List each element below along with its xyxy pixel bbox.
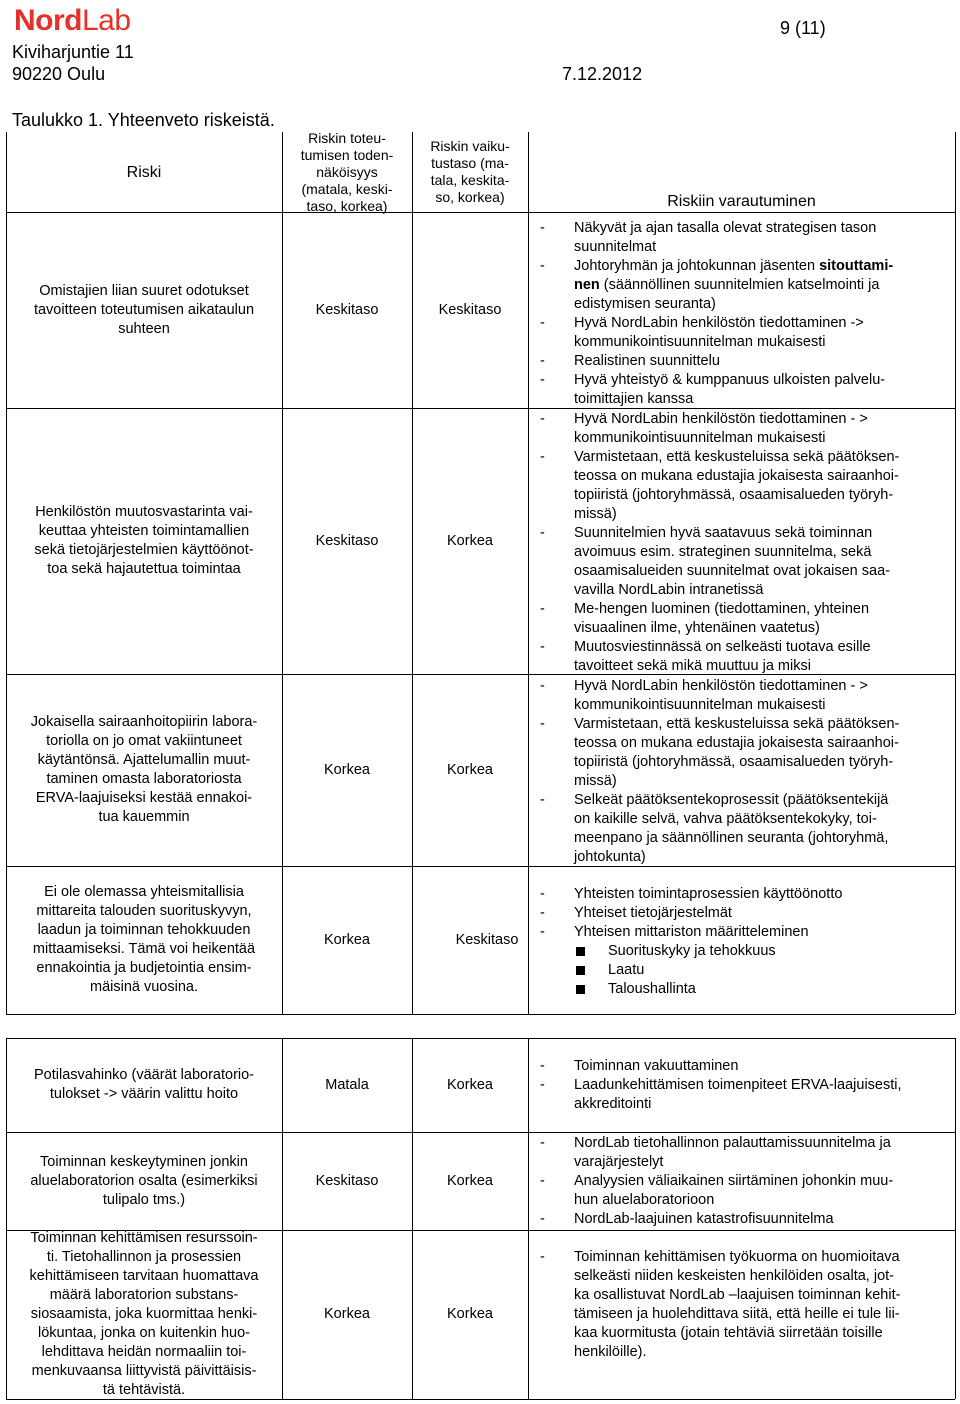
table-row-5-probability: Matala	[325, 1076, 369, 1093]
square-bullet-icon	[576, 985, 585, 994]
list-item: - Varmistetaan, että keskusteluissa sekä päätöksen- teossa on mukana edustajia jokaisesta sairaanhoi- topiiristä (johtoryhmässä, osaamisalueden työryh- missä)	[540, 449, 900, 522]
list-item: Laatu	[540, 961, 952, 980]
list-item: - NordLab-laajuinen katastrofisuunnitelma	[540, 1211, 834, 1227]
table-row-5-impact: Korkea	[447, 1076, 493, 1093]
list-item: - Analyysien väliaikainen siirtäminen johonkin muu- hun aluelaboratorioon	[540, 1173, 894, 1208]
table-row-7-probability: Korkea	[324, 1306, 370, 1322]
grid-line	[6, 132, 7, 1014]
list-item: Taloushallinta	[540, 980, 952, 999]
list-item: - Varmistetaan, että keskusteluissa sekä päätöksen- teossa on mukana edustajia jokaisesta sairaanhoi- topiiristä (johtoryhmässä, osaamisalueden työryh- missä)	[540, 716, 900, 789]
grid-line	[6, 1014, 955, 1015]
list-item: - Hyvä NordLabin henkilöstön tiedottaminen - > kommunikointisuunnitelman mukaisesti	[540, 411, 868, 446]
table-caption: Taulukko 1. Yhteenveto riskeistä.	[12, 110, 275, 130]
grid-line	[6, 1038, 7, 1399]
table-row-6-impact: Korkea	[447, 1172, 493, 1189]
list-item: Suorituskyky ja tehokkuus	[540, 942, 952, 961]
document-date: 7.12.2012	[562, 64, 643, 84]
list-item: - Muutosviestinnässä on selkeästi tuotava esille tavoitteet sekä mikä muuttuu ja miksi	[540, 639, 871, 674]
list-item: - Hyvä yhteistyö & kumppanuus ulkoisten palvelu- toimittajien kanssa	[540, 372, 886, 407]
address-postcode: 90220 Oulu	[12, 64, 106, 84]
page-number: 9 (11)	[780, 18, 826, 38]
list-item: - Toiminnan vakuuttaminen	[540, 1058, 739, 1074]
header-impact: Riskin vaiku- tustaso (ma- tala, keskita- so, korkea)	[430, 138, 510, 205]
list-item: - Realistinen suunnittelu	[540, 353, 720, 369]
table-row-1-probability: Keskitaso	[315, 301, 379, 318]
table-row-2-risk: Henkilöstön muutosvastarinta vai- keuttaa yhteisten toimintamallien sekä tietojärjestelmien käyttöönot- toa sekä hajautettua toimintaa	[34, 504, 254, 577]
logo-text-lab: Lab	[82, 4, 131, 37]
list-item: - Laadunkehittämisen toimenpiteet ERVA-laajuisesti, akkreditointi	[540, 1077, 902, 1112]
table-row-4-measures	[540, 885, 952, 999]
table-row-4-impact: Keskitaso	[455, 931, 519, 948]
table-row-5-risk: Potilasvahinko (väärät laboratorio- tulokset -> väärin valittu hoito	[33, 1067, 255, 1102]
list-item: - Hyvä NordLabin henkilöstön tiedottaminen - > kommunikointisuunnitelman mukaisesti	[540, 678, 868, 713]
address-street: Kiviharjuntie 11	[12, 42, 134, 62]
table-row-6-measures	[540, 1134, 952, 1229]
header-preparation: Riskiin varautuminen	[667, 193, 816, 210]
table-row-2-measures	[540, 410, 952, 676]
logo-text-nord: Nord	[14, 4, 82, 37]
list-item: - Me-hengen luominen (tiedottaminen, yhteinen visuaalinen ilme, yhtenäinen vaatetus)	[540, 601, 870, 636]
grid-line	[955, 132, 956, 1014]
grid-line	[528, 1038, 529, 1399]
list-item: - Selkeät päätöksentekoprosessit (päätöksentekijä on kaikille selvä, vahva päätöksentekokyky, toi- meenpano ja säännöllinen seuranta (johtoryhmä, johtokunta)	[540, 792, 889, 865]
list-item: - Yhteisten toimintaprosessien käyttöönotto	[540, 886, 843, 902]
list-item: - Yhteisen mittariston määritteleminen	[540, 924, 809, 940]
table-row-1-measures	[540, 219, 952, 409]
table-row-7-measures	[540, 1248, 952, 1362]
table-row-1-risk: Omistajien liian suuret odotukset tavoitteen toteutumisen aikataulun suhteen	[33, 282, 255, 337]
table-row-4-probability: Korkea	[324, 931, 370, 948]
list-item: - Näkyvät ja ajan tasalla olevat strategisen tason suunnitelmat	[540, 220, 877, 255]
header-risk: Riski	[126, 163, 162, 181]
list-item: - NordLab tietohallinnon palauttamissuunnitelma ja varajärjestelyt	[540, 1135, 891, 1170]
list-item: - Toiminnan kehittämisen työkuorma on huomioitava selkeästi niiden keskeisten henkilöiden osalta, jot- ka osallistuvat NordLab –laajuisen toiminnan kehit- tämiseen ja huolehdittava siitä, että heille ei tule lii- kaa kuormitusta (jotain tehtäviä siirretään toisille henkilöille).	[540, 1249, 901, 1360]
nordlab-logo	[14, 4, 131, 38]
table-row-3-measures	[540, 677, 952, 867]
table-row-2-probability: Keskitaso	[315, 532, 379, 549]
header-probability: Riskin toteu- tumisen toden- näköisyys (matala, keski- taso, korkea)	[300, 129, 394, 214]
table-row-7-impact: Korkea	[447, 1306, 493, 1322]
table-row-6-probability: Keskitaso	[315, 1172, 379, 1189]
table-row-3-impact: Korkea	[447, 761, 493, 778]
table-row-6-risk: Toiminnan keskeytyminen jonkin aluelaboratorion osalta (esimerkiksi tulipalo tms.)	[30, 1153, 258, 1208]
grid-line	[955, 1038, 956, 1399]
list-item: - Yhteiset tietojärjestelmät	[540, 905, 732, 921]
list-item: - Hyvä NordLabin henkilöstön tiedottaminen -> kommunikointisuunnitelman mukaisesti	[540, 315, 864, 350]
square-bullet-icon	[576, 966, 585, 975]
square-bullet-icon	[576, 947, 585, 956]
table-row-1-impact: Keskitaso	[438, 301, 502, 318]
table-row-3-risk: Jokaisella sairaanhoitopiirin labora- toriolla on jo omat vakiintuneet käytäntönsä. Ajattelumallin muut- taminen omasta laboratoriosta ERVA-laajuiseksi kestää ennakoi- tua kauemmin	[30, 714, 258, 825]
list-item: - Johtoryhmän ja johtokunnan jäsenten sitouttami- nen (säännöllinen suunnitelmien katselmointi ja edistymisen seuranta)	[540, 258, 894, 312]
table-row-7-risk: Toiminnan kehittämisen resurssoin- ti. Tietohallinnon ja prosessien kehittämiseen tarvitaan huomattava määrä laboratorion substans- siosaamista, joka kuormittaa henki- lökuntaa, jonka on kuitenkin huo- lehdittava heidän normaaliin toi- menkuvaansa liittyvistä päivittäisis- tä tehtävistä.	[29, 1230, 259, 1398]
table-row-3-probability: Korkea	[324, 761, 370, 778]
table-row-5-measures	[540, 1057, 952, 1114]
table-row-4-risk: Ei ole olemassa yhteismitallisia mittareita talouden suorituskyvyn, laadun ja toiminnan tehokkuuden mittaamiseksi. Tämä voi heikentää ennakointia ja budjetointia ensim- mäisinä vuosina.	[32, 884, 256, 995]
list-item: - Suunnitelmien hyvä saatavuus sekä toiminnan avoimuus esim. strateginen suunnitelma, sekä osaamisalueiden suunnitelmat ovat jokaisen saa- vavilla NordLabin intranetissä	[540, 525, 890, 598]
table-row-2-impact: Korkea	[447, 532, 493, 549]
